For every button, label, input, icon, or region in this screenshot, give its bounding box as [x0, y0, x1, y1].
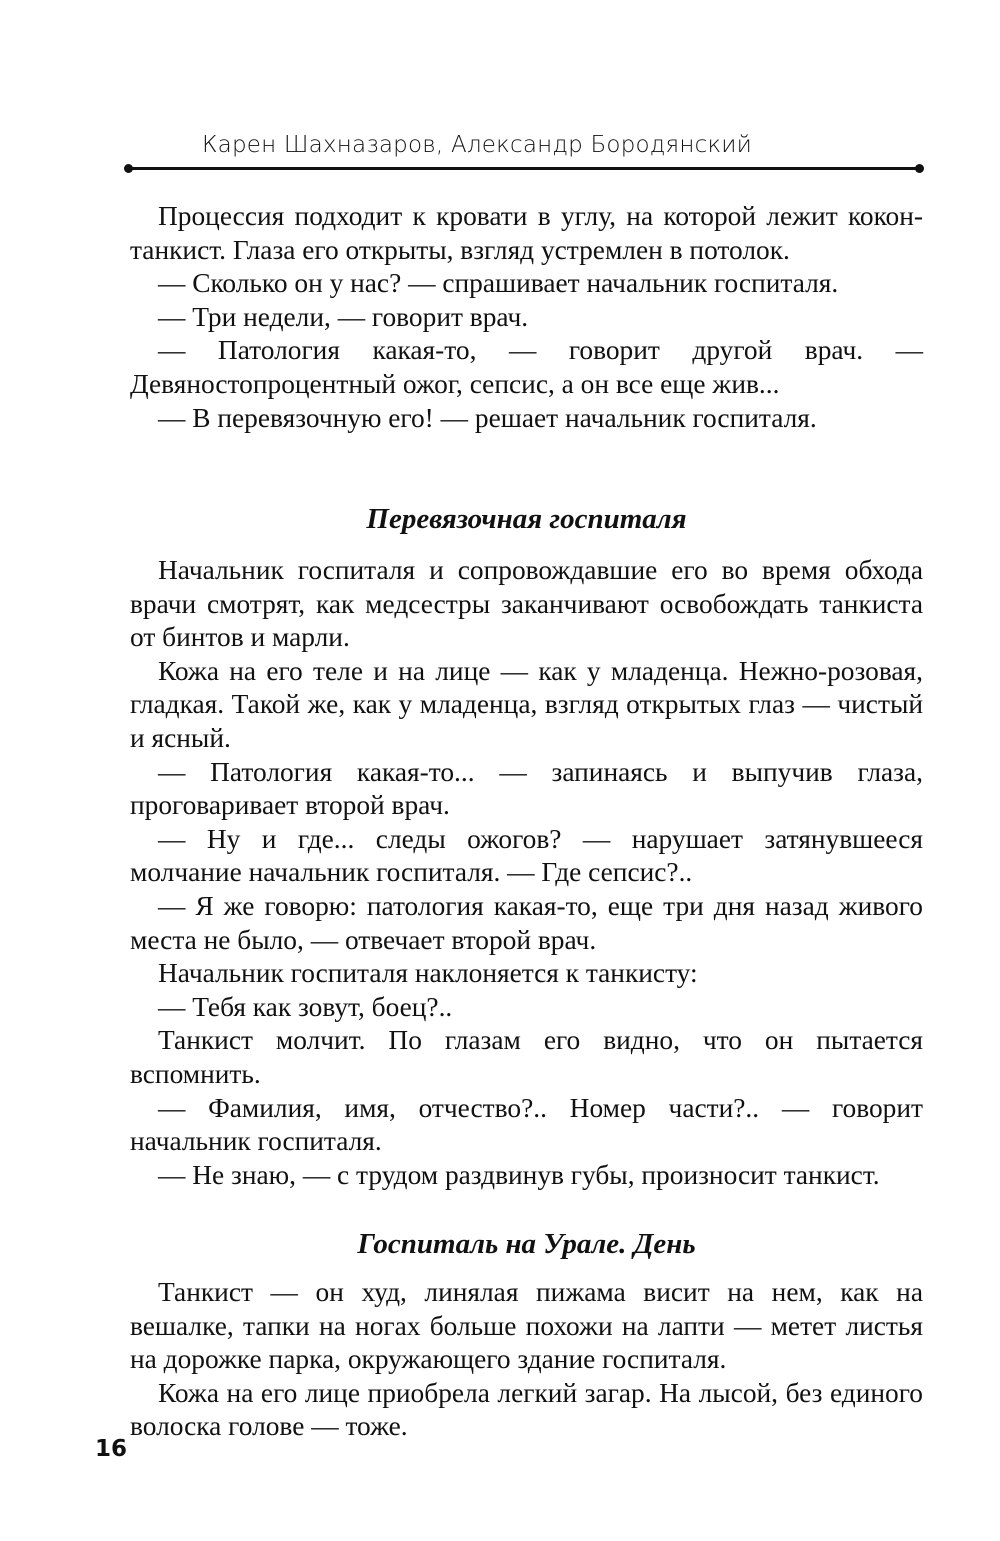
paragraph: — Не знаю, — с трудом раздвинув губы, произносит танкист.	[158, 1159, 880, 1190]
paragraph: — Патология какая-то, — говорит другой врач. — Девяностопроцентный ожог, сепсис, а он все еще жив...	[130, 335, 923, 399]
paragraph: Начальник госпиталя и сопровождавшие его во время обхода врачи смотрят, как медсестры заканчивают освобождать танкиста от бинтов и марли.	[130, 555, 923, 653]
section-heading-urals-hospital: Госпиталь на Урале. День	[357, 1228, 696, 1260]
header-rule-right-dot	[915, 164, 924, 173]
paragraph: — Ну и где... следы ожогов? — нарушает затянувшееся молчание начальник госпиталя. — Где сепсис?..	[130, 823, 923, 888]
paragraph: — Тебя как зовут, боец?..	[158, 991, 453, 1022]
paragraph: — Я же говорю: патология какая-то, еще три дня назад живого места не было, — отвечает второй врач.	[130, 890, 923, 955]
paragraph: Танкист молчит. По глазам его видно, что он пытается вспомнить.	[130, 1025, 923, 1089]
header-rule	[128, 167, 920, 170]
header-rule-left-dot	[124, 164, 133, 173]
paragraph: — Патология какая-то... — запинаясь и выпучив глаза, проговаривает второй врач.	[130, 756, 923, 821]
paragraph: Начальник госпиталя наклоняется к танкисту:	[158, 958, 698, 989]
running-header	[128, 132, 920, 158]
paragraph: — Сколько он у нас? — спрашивает начальник госпиталя.	[158, 268, 839, 299]
text-block-dressing-room	[130, 554, 923, 1192]
text-block-intro	[130, 200, 923, 435]
paragraph: — Фамилия, имя, отчество?.. Номер части?.. — говорит начальник госпиталя.	[130, 1092, 923, 1157]
paragraph: Кожа на его лице приобрела легкий загар. На лысой, без единого волоска голове — тоже.	[130, 1377, 923, 1442]
running-header-title: Карен Шахназаров, Александр Бородянский	[201, 132, 752, 158]
page-number: 16	[95, 1436, 128, 1462]
text-block-urals-hospital	[130, 1276, 923, 1444]
paragraph: Кожа на его теле и на лице — как у младенца. Нежно-розовая, гладкая. Такой же, как у младенца, взгляд открытых глаз — чистый и ясный.	[130, 655, 923, 753]
paragraph: — В перевязочную его! — решает начальник госпиталя.	[158, 402, 817, 433]
section-heading-dressing-room: Перевязочная госпиталя	[366, 503, 687, 535]
paragraph: — Три недели, — говорит врач.	[158, 301, 529, 332]
paragraph: Танкист — он худ, линялая пижама висит на нем, как на вешалке, тапки на ногах больше похожи на лапти — метет листья на дорожке парка, окружающего здание госпиталя.	[130, 1277, 923, 1375]
paragraph: Процессия подходит к кровати в углу, на которой лежит кокон-танкист. Глаза его открыты, взгляд устремлен в потолок.	[130, 201, 923, 265]
